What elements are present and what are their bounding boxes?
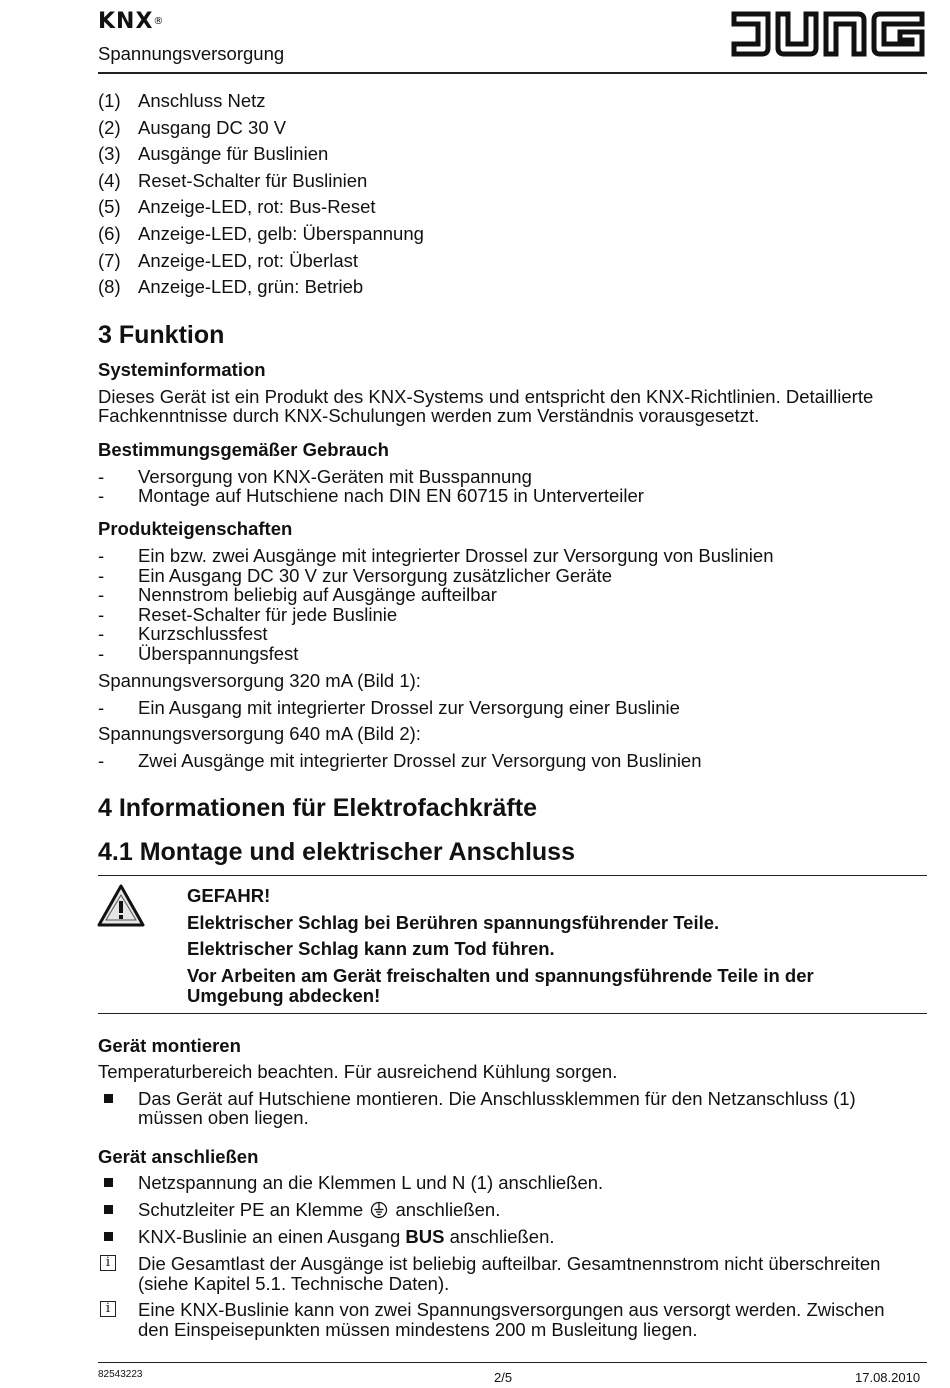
list-dash: - — [98, 584, 105, 605]
bus-label: BUS — [405, 1226, 445, 1247]
footer-rule — [98, 1362, 927, 1363]
registered-mark: ® — [153, 16, 165, 27]
props-item: Ein bzw. zwei Ausgänge mit integrierter Drossel zur Versorgung von Buslinien — [138, 545, 774, 566]
warning-title: GEFAHR! — [187, 885, 271, 906]
step-bullet — [104, 1178, 113, 1187]
mount-heading: Gerät montieren — [98, 1035, 241, 1056]
part-number: (5) — [98, 196, 121, 217]
connect-step — [138, 1227, 555, 1247]
doc-number: 82543223 — [98, 1369, 143, 1380]
list-dash: - — [98, 643, 105, 664]
connect-step — [138, 1200, 500, 1220]
connect-step-text: anschließen. — [449, 1226, 555, 1247]
step-bullet — [104, 1205, 113, 1214]
warning-line: Umgebung abdecken! — [187, 985, 381, 1006]
use-item: Montage auf Hutschiene nach DIN EN 60715 in Unterverteiler — [138, 485, 644, 506]
note-line: Eine KNX-Buslinie kann von zwei Spannungsversorgungen aus versorgt werden. Zwischen — [138, 1299, 885, 1320]
props-item: Nennstrom beliebig auf Ausgänge aufteilbar — [138, 584, 497, 605]
list-dash: - — [98, 485, 105, 506]
mount-step: Das Gerät auf Hutschiene montieren. Die Anschlussklemmen für den Netzanschluss (1) — [138, 1088, 856, 1109]
variant1-item: Ein Ausgang mit integrierter Drossel zur Versorgung einer Buslinie — [138, 697, 680, 718]
note-line: Die Gesamtlast der Ausgänge ist beliebig aufteilbar. Gesamtnennstrom nicht überschreiten — [138, 1253, 881, 1274]
part-label: Anzeige-LED, grün: Betrieb — [138, 276, 364, 297]
warning-bottom-rule — [98, 1013, 927, 1014]
part-label: Ausgänge für Buslinien — [138, 143, 329, 164]
part-label: Anzeige-LED, rot: Überlast — [138, 250, 359, 271]
knx-logo — [98, 10, 164, 34]
connect-step-text: anschließen. — [395, 1199, 501, 1220]
props-item: Reset-Schalter für jede Buslinie — [138, 604, 398, 625]
info-icon: i — [100, 1255, 116, 1271]
ground-icon — [370, 1201, 388, 1219]
part-number: (6) — [98, 223, 121, 244]
sysinfo-line: Fachkenntnisse durch KNX-Schulungen werden zum Verständnis vorausgesetzt. — [98, 405, 760, 426]
section-4-title: 4 Informationen für Elektrofachkräfte — [98, 794, 537, 822]
part-number: (4) — [98, 170, 121, 191]
list-dash: - — [98, 604, 105, 625]
part-label: Reset-Schalter für Buslinien — [138, 170, 368, 191]
sysinfo-line: Dieses Gerät ist ein Produkt des KNX-Systems und entspricht den KNX-Richtlinien. Detaillierte — [98, 386, 874, 407]
note-line: den Einspeisepunkten müssen mindestens 200 m Busleitung liegen. — [138, 1319, 698, 1340]
part-label: Anzeige-LED, gelb: Überspannung — [138, 223, 424, 244]
props-item: Kurzschlussfest — [138, 623, 268, 644]
connect-step: Netzspannung an die Klemmen L und N (1) anschließen. — [138, 1172, 604, 1193]
knx-logo-text: KNX — [98, 9, 154, 34]
header-subtitle: Spannungsversorgung — [98, 43, 285, 64]
connect-heading: Gerät anschließen — [98, 1146, 259, 1167]
variant2-label: Spannungsversorgung 640 mA (Bild 2): — [98, 723, 421, 744]
connect-step-text: Schutzleiter PE an Klemme — [138, 1199, 364, 1220]
info-icon: i — [100, 1301, 116, 1317]
part-number: (7) — [98, 250, 121, 271]
connect-step-text: KNX-Buslinie an einen Ausgang — [138, 1226, 401, 1247]
footer-date: 17.08.2010 — [855, 1370, 921, 1385]
props-item: Überspannungsfest — [138, 643, 299, 664]
jung-logo — [728, 10, 928, 58]
list-dash: - — [98, 623, 105, 644]
step-bullet — [104, 1232, 113, 1241]
part-number: (8) — [98, 276, 121, 297]
list-dash: - — [98, 697, 105, 718]
part-label: Ausgang DC 30 V — [138, 117, 287, 138]
warning-line: Vor Arbeiten am Gerät freischalten und spannungsführende Teile in der — [187, 965, 814, 986]
note-line: (siehe Kapitel 5.1. Technische Daten). — [138, 1273, 450, 1294]
list-dash: - — [98, 466, 105, 487]
part-label: Anzeige-LED, rot: Bus-Reset — [138, 196, 376, 217]
warning-line: Elektrischer Schlag bei Berühren spannungsführender Teile. — [187, 912, 720, 933]
use-heading: Bestimmungsgemäßer Gebrauch — [98, 439, 389, 460]
section-3-title: 3 Funktion — [98, 321, 225, 349]
list-dash: - — [98, 565, 105, 586]
list-dash: - — [98, 545, 105, 566]
list-dash: - — [98, 750, 105, 771]
mount-step: müssen oben liegen. — [138, 1107, 309, 1128]
props-item: Ein Ausgang DC 30 V zur Versorgung zusätzlicher Geräte — [138, 565, 613, 586]
part-number: (1) — [98, 90, 121, 111]
part-number: (2) — [98, 117, 121, 138]
part-number: (3) — [98, 143, 121, 164]
mount-text: Temperaturbereich beachten. Für ausreichend Kühlung sorgen. — [98, 1061, 618, 1082]
variant1-label: Spannungsversorgung 320 mA (Bild 1): — [98, 670, 421, 691]
sysinfo-heading: Systeminformation — [98, 359, 266, 380]
use-item: Versorgung von KNX-Geräten mit Busspannung — [138, 466, 532, 487]
warning-line: Elektrischer Schlag kann zum Tod führen. — [187, 938, 555, 959]
step-bullet — [104, 1094, 113, 1103]
part-label: Anschluss Netz — [138, 90, 266, 111]
warning-top-rule — [98, 875, 927, 876]
header-rule — [98, 72, 927, 74]
props-heading: Produkteigenschaften — [98, 518, 293, 539]
page-number: 2/5 — [494, 1370, 513, 1385]
variant2-item: Zwei Ausgänge mit integrierter Drossel zur Versorgung von Buslinien — [138, 750, 702, 771]
warning-triangle-icon — [96, 883, 146, 929]
section-4-1-title: 4.1 Montage und elektrischer Anschluss — [98, 838, 575, 866]
